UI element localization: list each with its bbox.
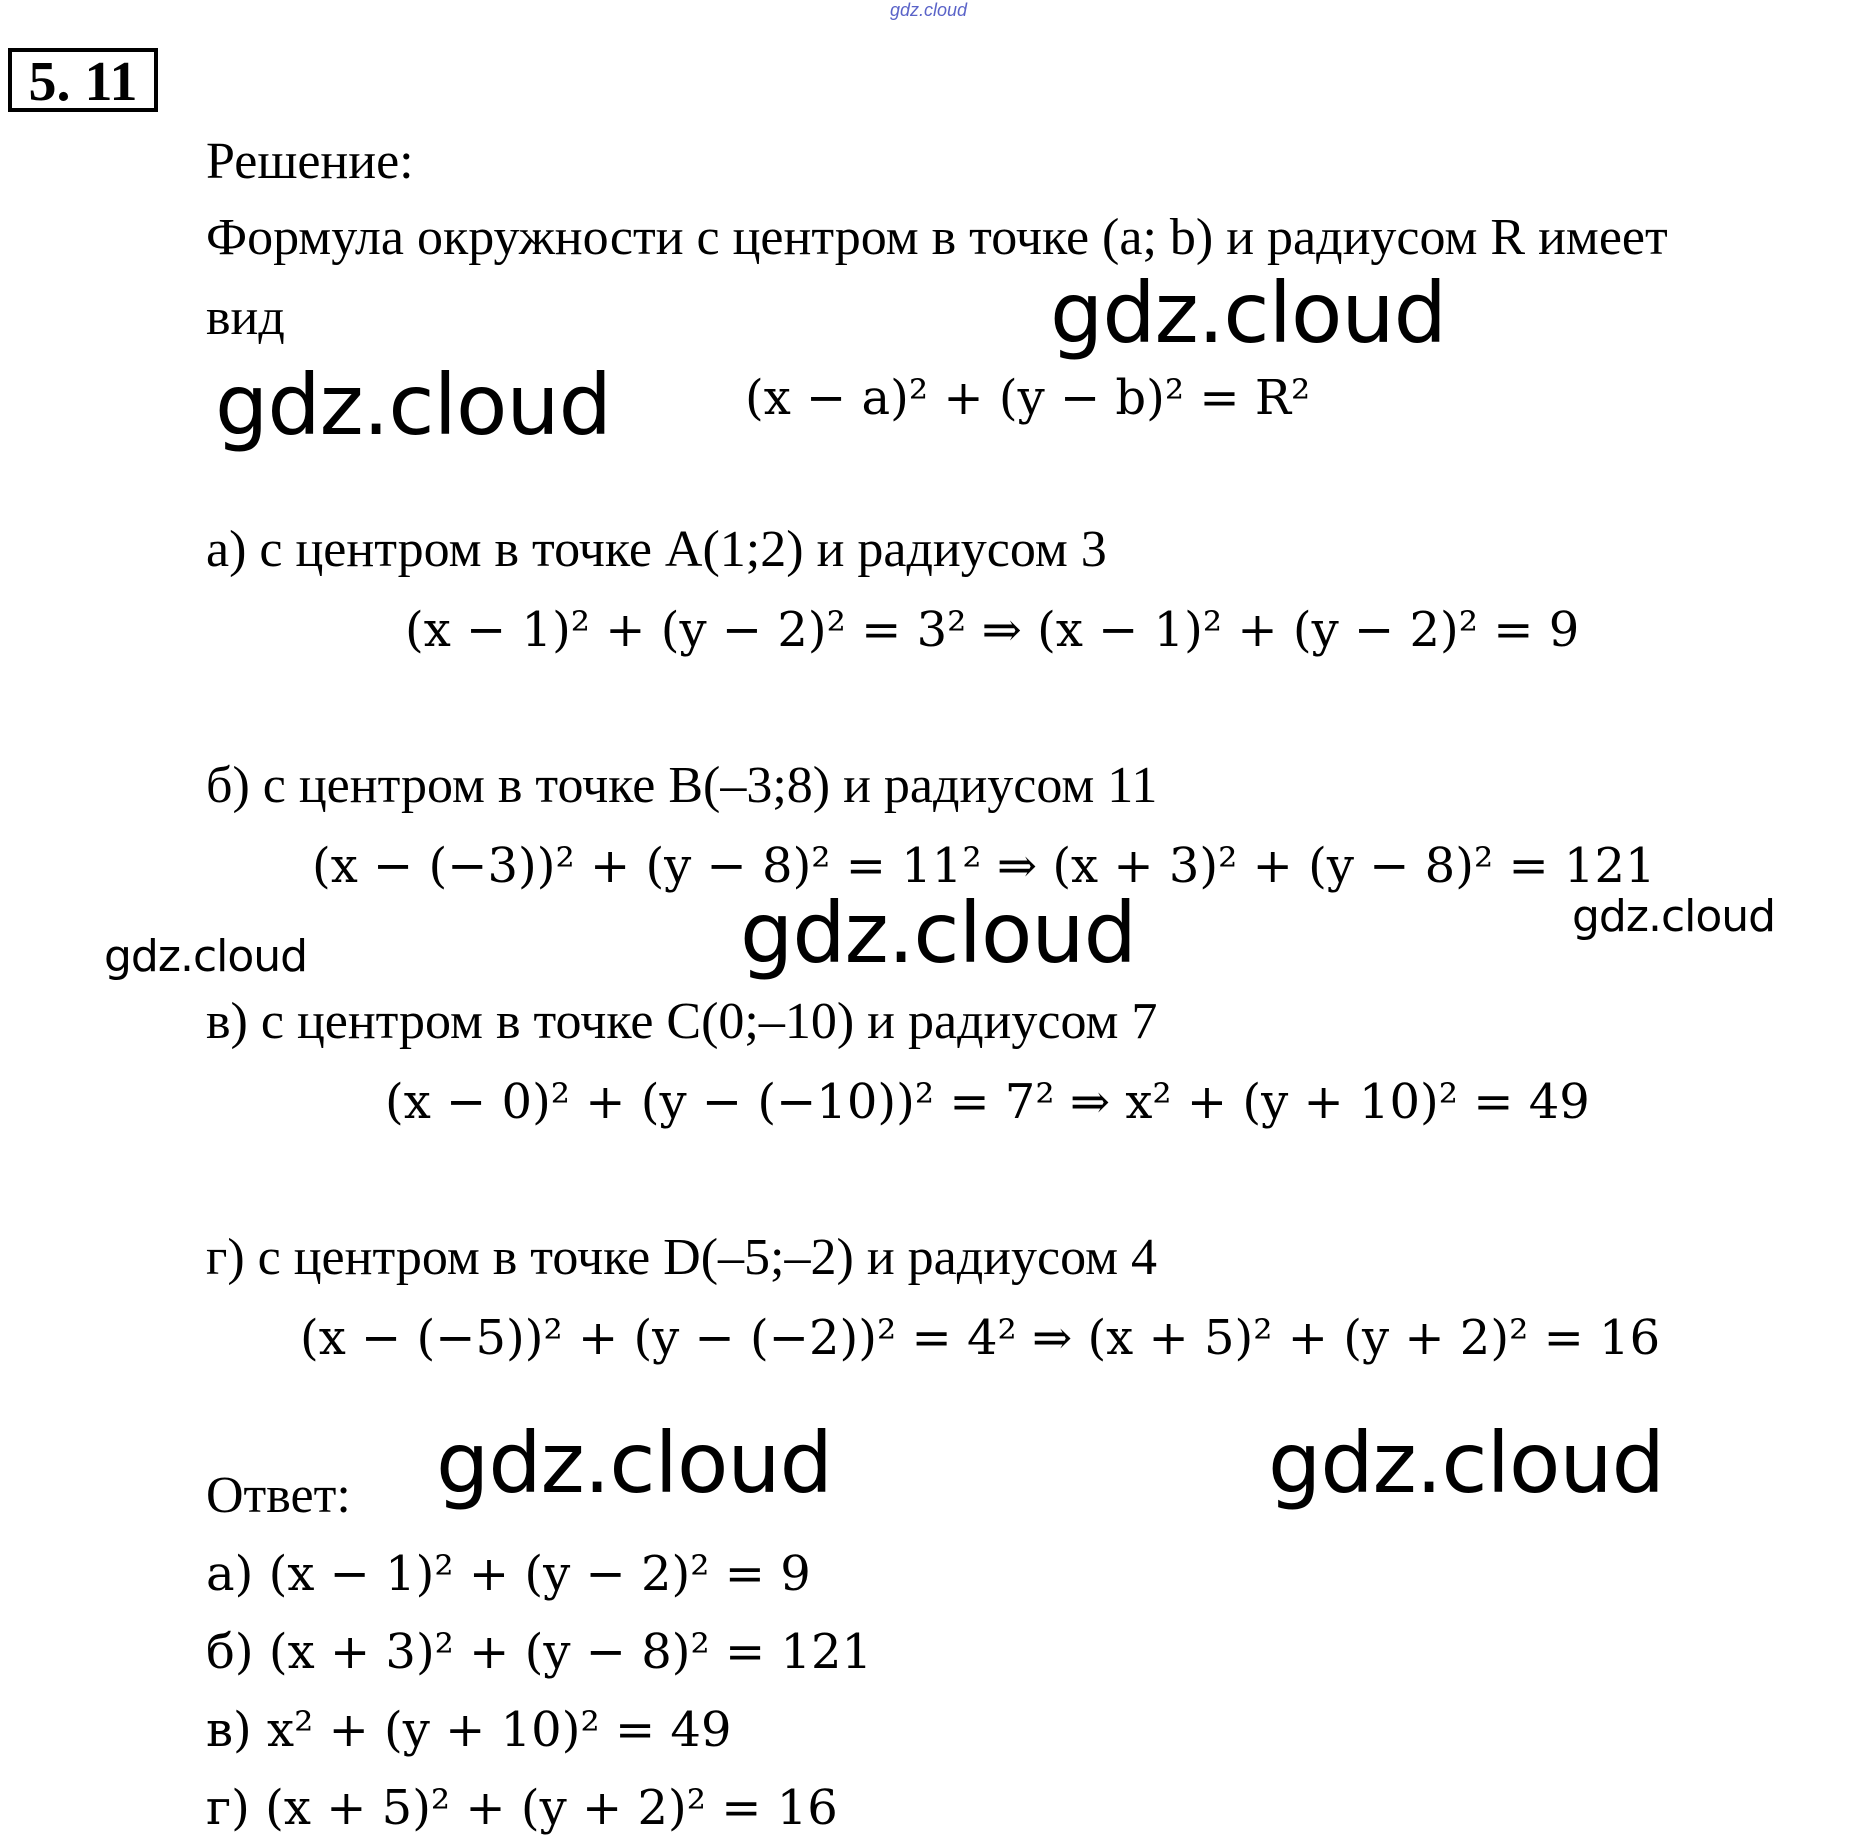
watermark-6: gdz.cloud — [436, 1414, 832, 1512]
part-d-equation: (x − (−5))² + (y − (−2))² = 4² ⇒ (x + 5)² + (y + 2)² = 16 — [300, 1310, 1661, 1366]
part-a-label: а) с центром в точке А(1;2) и радиусом 3 — [206, 521, 1107, 578]
answer-b: б) (x + 3)² + (y − 8)² = 121 — [206, 1624, 873, 1680]
part-c-equation: (x − 0)² + (y − (−10))² = 7² ⇒ x² + (y + 10)² = 49 — [385, 1074, 1590, 1130]
answer-c: в) x² + (y + 10)² = 49 — [206, 1702, 732, 1758]
watermark-2: gdz.cloud — [215, 356, 611, 454]
watermark-3: gdz.cloud — [740, 884, 1136, 982]
answer-label: Ответ: — [206, 1467, 351, 1524]
watermark-top: gdz.cloud — [890, 0, 968, 20]
intro-line-1: Формула окружности с центром в точке (a; b) и радиусом R имеет — [206, 209, 1668, 266]
part-b-label: б) с центром в точке B(–3;8) и радиусом 11 — [206, 757, 1158, 814]
watermark-1: gdz.cloud — [1050, 264, 1446, 362]
watermark-4: gdz.cloud — [1572, 891, 1776, 942]
watermark-7: gdz.cloud — [1268, 1414, 1664, 1512]
task-number-box: 5. 11 — [8, 48, 158, 112]
part-c-label: в) с центром в точке C(0;–10) и радиусом 7 — [206, 993, 1158, 1050]
intro-line-2: вид — [206, 289, 285, 346]
watermark-5: gdz.cloud — [104, 931, 308, 982]
answer-d: г) (x + 5)² + (y + 2)² = 16 — [206, 1780, 838, 1836]
answer-a: а) (x − 1)² + (y − 2)² = 9 — [206, 1546, 811, 1602]
part-a-equation: (x − 1)² + (y − 2)² = 3² ⇒ (x − 1)² + (y − 2)² = 9 — [405, 602, 1580, 658]
general-formula: (x − a)² + (y − b)² = R² — [745, 370, 1311, 426]
part-b-equation: (x − (−3))² + (y − 8)² = 11² ⇒ (x + 3)² + (y − 8)² = 121 — [312, 838, 1656, 894]
solution-label: Решение: — [206, 133, 414, 190]
part-d-label: г) с центром в точке D(–5;–2) и радиусом 4 — [206, 1229, 1158, 1286]
